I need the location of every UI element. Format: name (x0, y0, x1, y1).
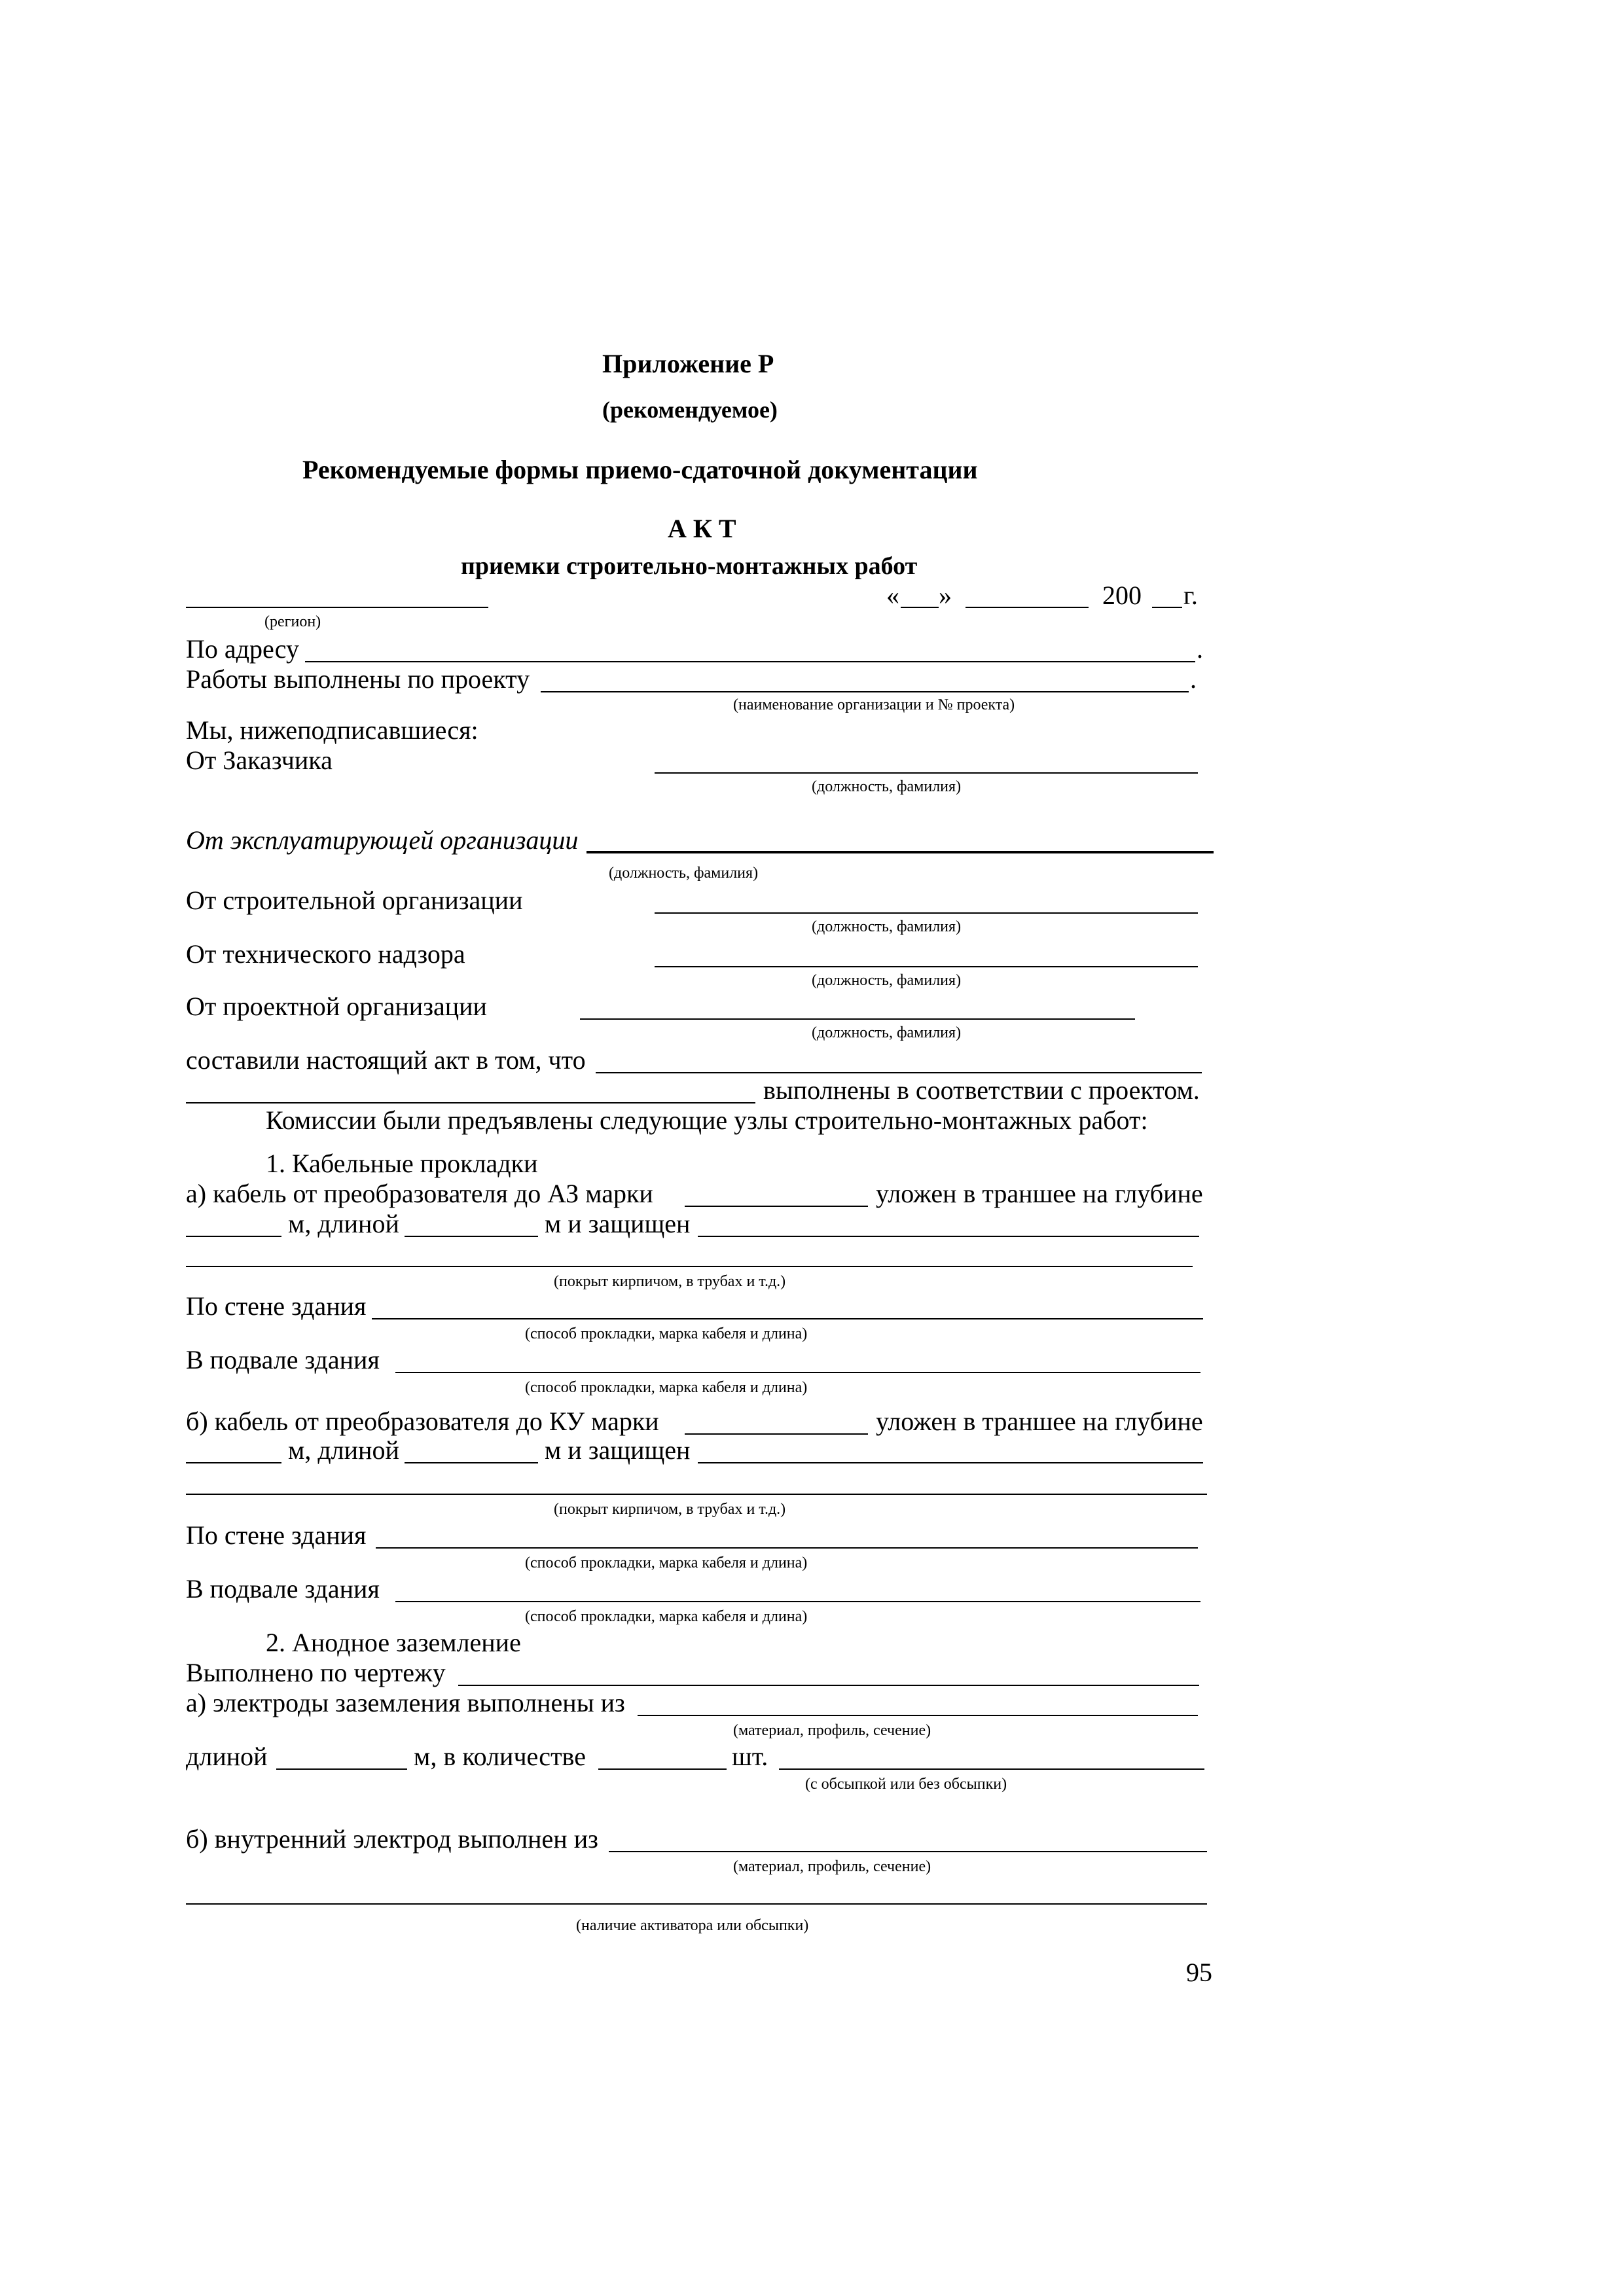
electrode-quantity-label: м, в количестве (414, 1742, 586, 1771)
cable-a-wall-label: По стене здания (186, 1291, 367, 1321)
electrode-backfill-caption: (с обсыпкой или без обсыпки) (805, 1776, 1007, 1793)
design-caption: (должность, фамилия) (812, 1024, 962, 1041)
commission-text: Комиссии были предъявлены следующие узлы строительно-монтажных работ: (266, 1105, 1148, 1135)
electrode-backfill-line[interactable] (779, 1768, 1204, 1770)
cable-a-brand-line[interactable] (685, 1206, 868, 1207)
cable-a-protected-line[interactable] (698, 1236, 1199, 1237)
act-title: А К Т (668, 514, 736, 543)
cable-a-label: а) кабель от преобразователя до АЗ марки (186, 1179, 653, 1208)
cable-b-depth-unit: м, длиной (288, 1435, 399, 1465)
cable-b-wall-caption: (способ прокладки, марка кабеля и длина) (525, 1554, 808, 1571)
cable-a-cover-line[interactable] (186, 1266, 1193, 1267)
cable-b-length-unit: м и защищен (545, 1435, 691, 1465)
tech-supervision-line[interactable] (655, 966, 1198, 967)
composed-label: составили настоящий акт в том, что (186, 1045, 586, 1075)
electrode-quantity-line[interactable] (598, 1768, 727, 1770)
operator-caption: (должность, фамилия) (609, 865, 759, 882)
cable-a-depth-line[interactable] (186, 1236, 281, 1237)
date-year-suffix: г. (1183, 581, 1198, 610)
cable-a-basement-line[interactable] (395, 1372, 1200, 1373)
construction-line[interactable] (655, 912, 1198, 914)
cable-b-depth-line[interactable] (186, 1462, 281, 1463)
customer-line[interactable] (655, 772, 1198, 774)
cable-b-protected-line[interactable] (698, 1462, 1203, 1463)
composed-line[interactable] (596, 1072, 1202, 1073)
cable-a-length-line[interactable] (405, 1236, 538, 1237)
cable-a-cover-caption: (покрыт кирпичом, в трубах и т.д.) (554, 1273, 786, 1290)
date-year-line[interactable] (1152, 607, 1182, 608)
drawing-line[interactable] (458, 1685, 1199, 1686)
cable-b-length-line[interactable] (405, 1462, 538, 1463)
cable-b-basement-line[interactable] (395, 1601, 1200, 1602)
cable-a-length-unit: м и защищен (545, 1209, 691, 1238)
date-open-quote: « (886, 581, 899, 610)
electrode-length-label: длиной (186, 1742, 268, 1771)
design-line[interactable] (580, 1018, 1135, 1020)
inner-electrode-line[interactable] (609, 1851, 1207, 1852)
electrodes-caption: (материал, профиль, сечение) (733, 1722, 931, 1739)
cable-b-cover-line[interactable] (186, 1494, 1207, 1495)
cable-b-label: б) кабель от преобразователя до КУ марки (186, 1407, 659, 1436)
cable-b-wall-line[interactable] (376, 1547, 1198, 1549)
section1-title: 1. Кабельные прокладки (266, 1149, 538, 1178)
electrode-length-line[interactable] (276, 1768, 407, 1770)
customer-label: От Заказчика (186, 745, 333, 775)
date-close-quote: » (939, 581, 952, 610)
appendix-subtitle: (рекомендуемое) (602, 397, 778, 423)
cable-b-depth-text: уложен в траншее на глубине (876, 1407, 1203, 1436)
cable-a-depth-unit: м, длиной (288, 1209, 399, 1238)
cable-a-depth-text: уложен в траншее на глубине (876, 1179, 1203, 1208)
project-caption: (наименование организации и № проекта) (733, 696, 1015, 713)
forms-title: Рекомендуемые формы приемо-сдаточной документации (302, 455, 978, 484)
cable-b-wall-label: По стене здания (186, 1520, 367, 1550)
address-label: По адресу (186, 634, 299, 664)
cable-b-basement-label: В подвале здания (186, 1574, 380, 1604)
customer-caption: (должность, фамилия) (812, 778, 962, 795)
act-subtitle: приемки строительно-монтажных работ (461, 552, 918, 580)
activator-line[interactable] (186, 1903, 1207, 1905)
per-project-text: выполнены в соответствии с проектом. (763, 1075, 1200, 1105)
electrodes-line[interactable] (638, 1715, 1198, 1716)
date-month-line[interactable] (965, 607, 1089, 608)
page-number: 95 (1186, 1958, 1212, 1987)
operator-line[interactable] (586, 851, 1214, 853)
inner-electrode-caption: (материал, профиль, сечение) (733, 1858, 931, 1875)
appendix-title: Приложение Р (602, 349, 774, 378)
cable-b-cover-caption: (покрыт кирпичом, в трубах и т.д.) (554, 1501, 786, 1518)
electrode-pieces-label: шт. (732, 1742, 768, 1771)
cable-a-basement-label: В подвале здания (186, 1345, 380, 1374)
cable-b-brand-line[interactable] (685, 1433, 868, 1435)
drawing-label: Выполнено по чертежу (186, 1658, 446, 1687)
operator-label: От эксплуатирующей организации (186, 825, 579, 855)
cable-a-wall-caption: (способ прокладки, марка кабеля и длина) (525, 1325, 808, 1342)
undersigned-label: Мы, нижеподписавшиеся: (186, 715, 478, 745)
address-dot: . (1197, 634, 1203, 664)
project-label: Работы выполнены по проекту (186, 664, 530, 694)
cable-b-basement-caption: (способ прокладки, марка кабеля и длина) (525, 1608, 808, 1625)
region-caption: (регион) (264, 613, 321, 630)
construction-caption: (должность, фамилия) (812, 918, 962, 935)
address-line[interactable] (305, 661, 1195, 662)
project-dot: . (1190, 664, 1197, 694)
section2-title: 2. Анодное заземление (266, 1628, 521, 1657)
inner-electrode-label: б) внутренний электрод выполнен из (186, 1824, 598, 1854)
composed-line-2[interactable] (186, 1102, 755, 1103)
date-day-line[interactable] (901, 607, 939, 608)
cable-a-basement-caption: (способ прокладки, марка кабеля и длина) (525, 1379, 808, 1396)
cable-a-wall-line[interactable] (372, 1318, 1203, 1319)
activator-caption: (наличие активатора или обсыпки) (576, 1917, 809, 1934)
project-line[interactable] (541, 691, 1189, 692)
tech-supervision-caption: (должность, фамилия) (812, 972, 962, 989)
tech-supervision-label: От технического надзора (186, 939, 465, 969)
design-label: От проектной организации (186, 992, 487, 1021)
electrodes-label: а) электроды заземления выполнены из (186, 1688, 625, 1717)
construction-label: От строительной организации (186, 886, 523, 915)
region-line[interactable] (186, 607, 488, 608)
date-year-prefix: 200 (1102, 581, 1142, 610)
